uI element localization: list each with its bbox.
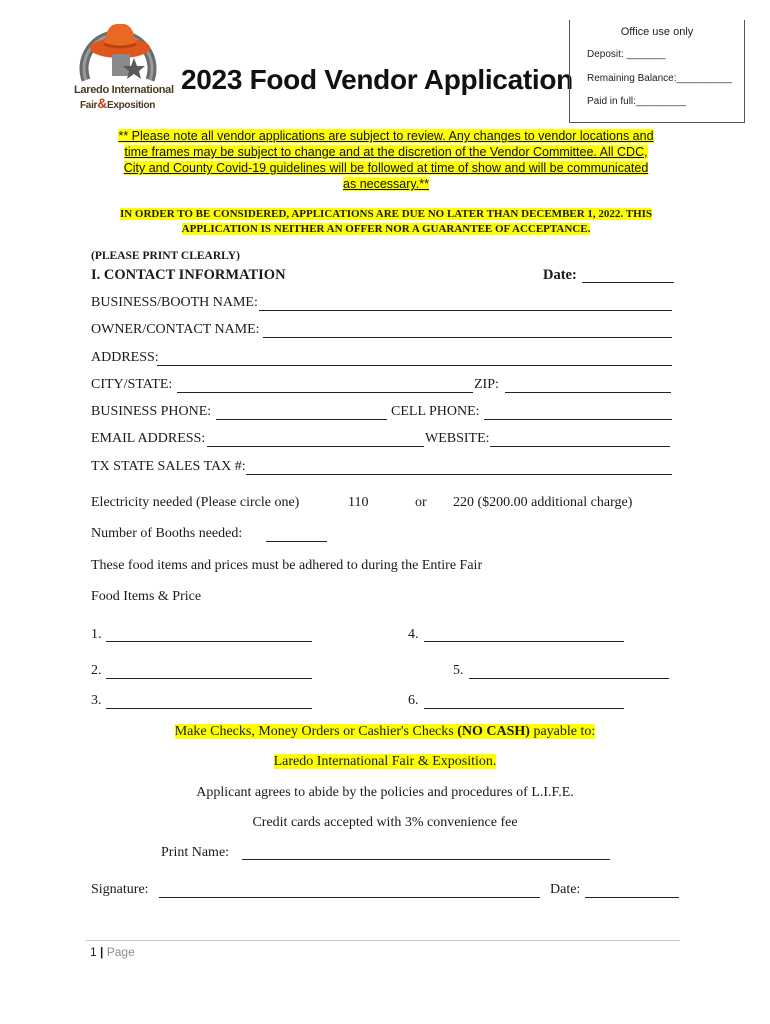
signature-label: Signature: [91, 882, 149, 897]
contact-heading: I. CONTACT INFORMATION [91, 267, 286, 283]
logo-text-line2: Fair&Exposition [80, 95, 156, 111]
electricity-option-110[interactable]: 110 [348, 495, 369, 510]
print-name-label: Print Name: [161, 845, 230, 860]
food-item-6-label: 6. [408, 693, 419, 708]
page-title: 2023 Food Vendor Application [181, 64, 573, 95]
sales-tax-label: TX STATE SALES TAX #: [91, 459, 246, 474]
electricity-label: Electricity needed (Please circle one) [91, 495, 300, 510]
business-phone-label: BUSINESS PHONE: [91, 404, 212, 419]
deadline-notice: IN ORDER TO BE CONSIDERED, APPLICATIONS ARE DUE NO LATER THAN DECEMBER 1, 2022. THIS APPLICATION IS NEITHER AN OFFER NOR A GUARANTEE OF ACCEPTANCE. [119, 208, 653, 235]
electricity-option-220[interactable]: 220 ($200.00 additional charge) [453, 495, 633, 510]
city-state-field[interactable] [177, 391, 473, 393]
cell-phone-field[interactable] [484, 418, 672, 420]
payable-to: Laredo International Fair & Exposition. [273, 754, 497, 769]
business-name-label: BUSINESS/BOOTH NAME: [91, 295, 258, 310]
cell-phone-label: CELL PHONE: [391, 404, 480, 419]
website-field[interactable] [490, 445, 670, 447]
office-use-title: Office use only [620, 26, 694, 38]
print-name-field[interactable] [242, 858, 610, 860]
credit-card-note: Credit cards accepted with 3% convenience fee [252, 815, 518, 830]
owner-name-field[interactable] [263, 336, 672, 338]
food-item-5-field[interactable] [469, 677, 669, 679]
office-deposit: Deposit: _______ [587, 49, 666, 60]
zip-label: ZIP: [474, 377, 499, 392]
electricity-or: or [415, 495, 427, 510]
food-item-1-label: 1. [91, 627, 102, 642]
signature-date-label: Date: [550, 882, 581, 897]
date-label: Date: [543, 267, 577, 283]
office-paid-in-full: Paid in full:_________ [587, 96, 686, 107]
payment-instruction: Make Checks, Money Orders or Cashier's Checks (NO CASH) payable to: [174, 724, 596, 739]
business-phone-field[interactable] [216, 418, 387, 420]
booths-field[interactable] [266, 540, 327, 542]
review-notice: ** Please note all vendor applications are subject to review. Any changes to vendor locations and time frames may be subject to change and at the discretion of the Vendor Committee. All CDC, City and County Covid-19 guidelines will be followed at time of show and will be communicated as necessary.** [118, 129, 654, 191]
policy-agreement: Applicant agrees to abide by the policies and procedures of L.I.F.E. [196, 785, 574, 800]
signature-date-field[interactable] [585, 896, 679, 898]
food-item-6-field[interactable] [424, 707, 624, 709]
sales-tax-field[interactable] [246, 473, 672, 475]
address-field[interactable] [157, 364, 672, 366]
footer-divider [86, 940, 680, 941]
office-remaining-balance: Remaining Balance:__________ [587, 73, 733, 84]
food-item-1-field[interactable] [106, 640, 312, 642]
food-item-4-field[interactable] [424, 640, 624, 642]
website-label: WEBSITE: [425, 431, 490, 446]
food-item-2-field[interactable] [106, 677, 312, 679]
email-label: EMAIL ADDRESS: [91, 431, 206, 446]
print-clearly-note: (PLEASE PRINT CLEARLY) [91, 250, 240, 262]
food-item-5-label: 5. [453, 663, 464, 678]
food-item-2-label: 2. [91, 663, 102, 678]
food-item-3-field[interactable] [106, 707, 312, 709]
email-field[interactable] [207, 445, 424, 447]
food-item-3-label: 3. [91, 693, 102, 708]
owner-name-label: OWNER/CONTACT NAME: [91, 322, 260, 337]
city-state-label: CITY/STATE: [91, 377, 173, 392]
booths-label: Number of Booths needed: [91, 526, 243, 541]
food-item-4-label: 4. [408, 627, 419, 642]
logo-text-line1: Laredo International [74, 84, 174, 96]
address-label: ADDRESS: [91, 350, 159, 365]
business-name-field[interactable] [259, 309, 672, 311]
food-note: These food items and prices must be adhered to during the Entire Fair [91, 558, 483, 573]
food-items-heading: Food Items & Price [91, 589, 202, 604]
zip-field[interactable] [505, 391, 671, 393]
office-use-box [569, 20, 745, 123]
page-number: 1 | Page [90, 945, 135, 959]
signature-field[interactable] [159, 896, 540, 898]
date-field[interactable] [582, 281, 674, 283]
